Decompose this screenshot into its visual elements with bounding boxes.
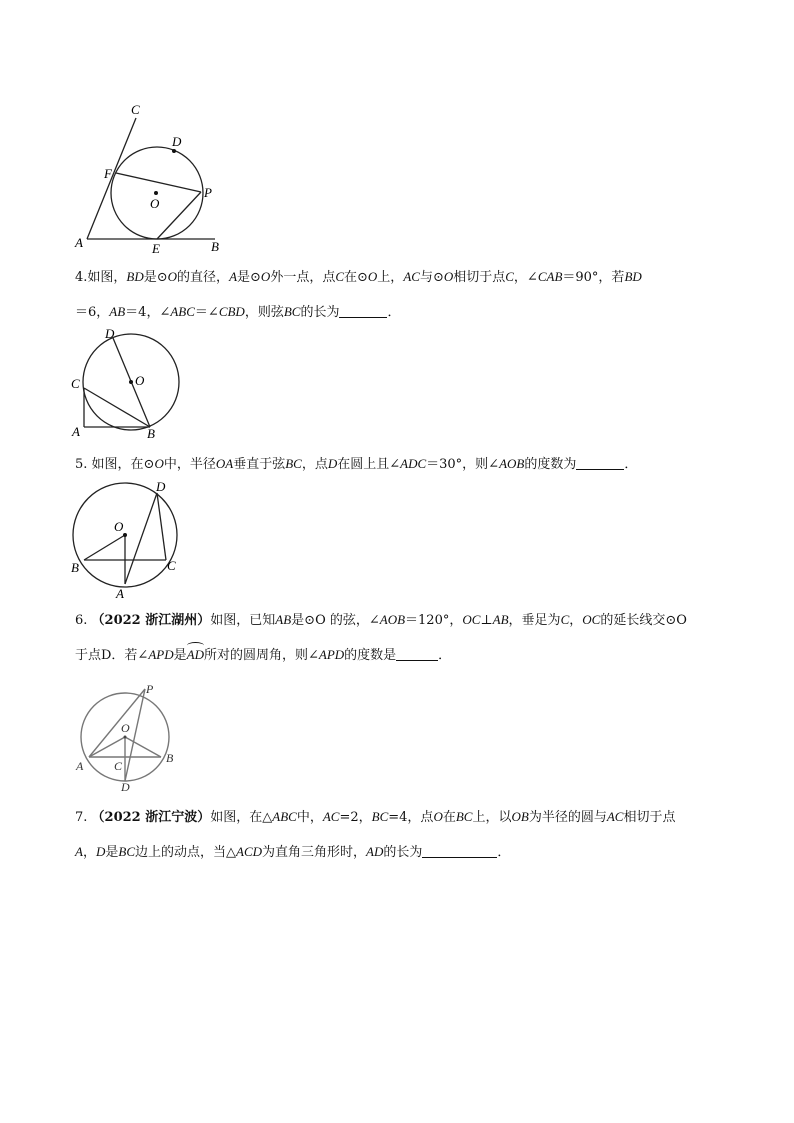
figure-q4	[68, 324, 188, 444]
question-5	[75, 447, 725, 482]
fig6-label-p: P	[146, 682, 154, 696]
fig5-label-o: O	[114, 519, 124, 534]
question-6	[75, 603, 725, 673]
answer-blank-q4[interactable]	[339, 303, 387, 318]
q5-line-1: 5. 如图，在⊙O中，半径OA垂直于弦BC，点D在圆上且∠ADC＝30°，则∠AOB的度数为 ．	[75, 456, 638, 472]
question-7	[75, 800, 725, 870]
fig6-label-b: B	[166, 751, 174, 765]
q4-line-2: ＝6，AB＝4，∠ABC＝∠CBD，则弦BC的长为 ．	[75, 304, 401, 320]
fig5-label-c: C	[167, 558, 176, 573]
fig6-label-a: A	[76, 759, 84, 773]
fig5-label-b: B	[71, 560, 79, 575]
fig3-label-p: P	[204, 185, 212, 200]
fig3-label-o: O	[150, 196, 160, 211]
q7-line-2: A，D是BC边上的动点，当△ACD为直角三角形时，AD的长为 ．	[75, 844, 511, 860]
fig5-label-a: A	[116, 586, 124, 600]
fig3-label-c: C	[131, 102, 140, 117]
q6-line-2: 于点D．若∠APD是 AD所对的圆周角，则∠APD的度数是 ．	[75, 638, 725, 673]
q6-line-1: 6. （2022 浙江湖州）如图，已知AB是⊙O 的弦，∠AOB＝120°，OC⊥AB，垂足为C，OC的延长线交⊙O	[75, 612, 687, 628]
question-4	[75, 260, 725, 330]
figure-q6	[70, 680, 190, 792]
answer-blank-q5[interactable]	[576, 455, 624, 470]
figure-q3	[70, 98, 230, 258]
answer-blank-q6[interactable]	[396, 646, 438, 661]
answer-blank-q7[interactable]	[422, 843, 497, 858]
q7-line-1: 7. （2022 浙江宁波）如图，在△ABC中，AC=2，BC=4，点O在BC上，以OB为半径的圆与AC相切于点	[75, 809, 676, 825]
fig3-label-b: B	[211, 239, 219, 254]
fig4-label-b: B	[147, 426, 155, 441]
fig3-label-a: A	[75, 235, 83, 250]
fig4-label-d: D	[105, 326, 115, 341]
fig6-label-d: D	[121, 780, 130, 792]
fig4-label-c: C	[71, 376, 80, 391]
fig4-label-a: A	[72, 424, 80, 439]
fig6-label-o: O	[121, 721, 130, 735]
fig3-label-e: E	[152, 241, 160, 256]
q4-line-1: 4.如图，BD是⊙O的直径，A是⊙O外一点，点C在⊙O上，AC与⊙O相切于点C，∠CAB＝90°，若BD	[75, 269, 642, 285]
fig3-label-d: D	[172, 134, 182, 149]
fig3-label-f: F	[104, 166, 112, 181]
fig4-label-o: O	[135, 373, 145, 388]
fig6-label-c: C	[114, 759, 123, 773]
fig5-label-d: D	[156, 479, 166, 494]
figure-q5	[68, 478, 188, 600]
arc-ad: AD	[187, 638, 204, 673]
